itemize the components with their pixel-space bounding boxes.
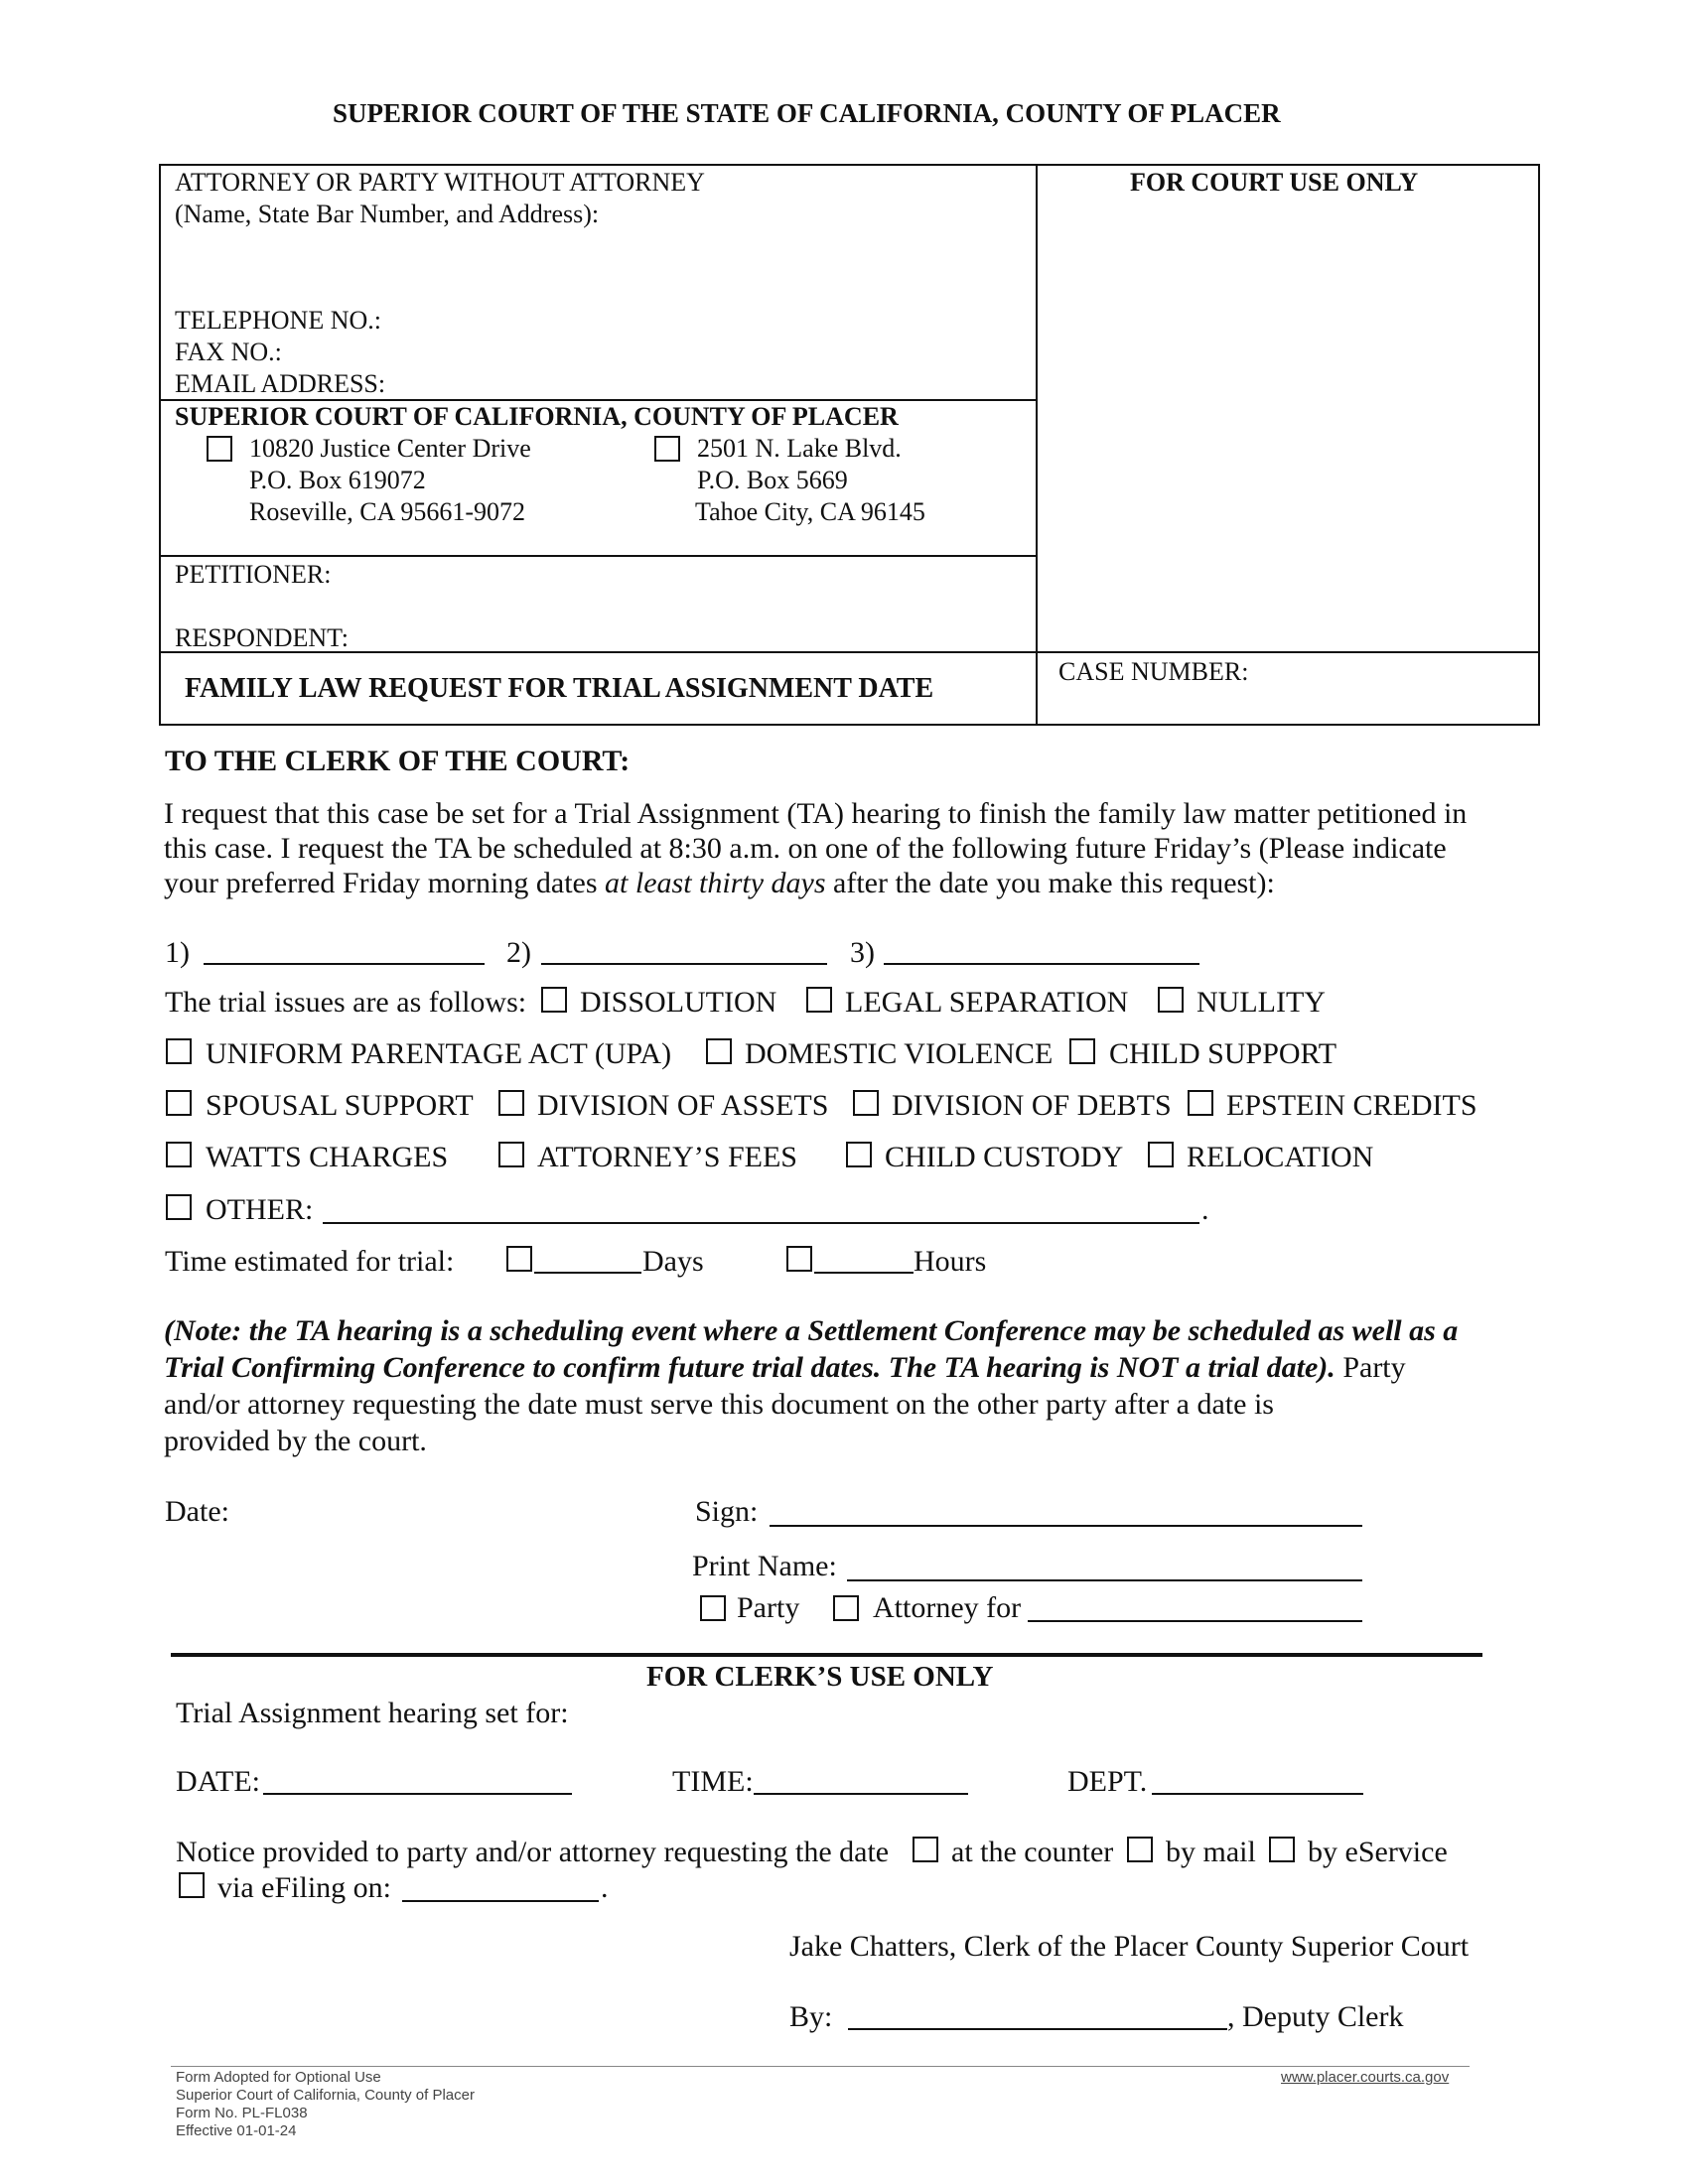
- date-label: Date:: [165, 1495, 229, 1528]
- legal-separation-label: LEGAL SEPARATION: [845, 986, 1129, 1019]
- location1-pobox: P.O. Box 619072: [249, 466, 426, 494]
- domestic-violence-checkbox[interactable]: [706, 1038, 732, 1064]
- upa-checkbox[interactable]: [166, 1038, 192, 1064]
- attorney-for-field[interactable]: [1028, 1620, 1362, 1622]
- location2-city: Tahoe City, CA 96145: [695, 497, 925, 526]
- date-choice-1-label: 1): [165, 936, 190, 969]
- attorney-fees-label: ATTORNEY’S FEES: [537, 1141, 797, 1173]
- date-choice-2-label: 2): [506, 936, 531, 969]
- clerk-name: Jake Chatters, Clerk of the Placer County Superior Court: [789, 1930, 1470, 1963]
- epstein-credits-label: EPSTEIN CREDITS: [1226, 1089, 1477, 1122]
- by-mail-checkbox[interactable]: [1127, 1837, 1153, 1862]
- deputy-signature-field[interactable]: [848, 2028, 1227, 2030]
- note-line-2-bold: Trial Confirming Conference to confirm future trial dates. The TA hearing is NOT a trial date).: [164, 1351, 1336, 1384]
- note-line-1: (Note: the TA hearing is a scheduling event where a Settlement Conference may be scheduled as well as a: [164, 1314, 1459, 1347]
- by-mail-label: by mail: [1166, 1836, 1256, 1868]
- spousal-support-checkbox[interactable]: [166, 1090, 192, 1116]
- location2-street: 2501 N. Lake Blvd.: [697, 434, 902, 463]
- clerk-time-label: TIME:: [672, 1765, 754, 1798]
- case-number-label: CASE NUMBER:: [1058, 657, 1249, 686]
- fax-label: FAX NO.:: [175, 338, 282, 366]
- other-period: .: [1201, 1193, 1209, 1226]
- location-tahoe-checkbox[interactable]: [654, 436, 680, 462]
- issues-label: The trial issues are as follows:: [165, 986, 527, 1019]
- date-choice-3-field[interactable]: [884, 963, 1199, 965]
- footer-line-2: Superior Court of California, County of Placer: [176, 2087, 475, 2104]
- caption-rule-1: [159, 399, 1036, 401]
- location1-street: 10820 Justice Center Drive: [249, 434, 531, 463]
- upa-label: UNIFORM PARENTAGE ACT (UPA): [206, 1037, 672, 1070]
- date-choice-1-field[interactable]: [204, 963, 485, 965]
- efiling-label: via eFiling on:: [217, 1871, 391, 1904]
- by-label: By:: [789, 2000, 833, 2033]
- division-debts-label: DIVISION OF DEBTS: [892, 1089, 1172, 1122]
- request-line-3: [164, 866, 1275, 900]
- deputy-comma: ,: [1227, 2000, 1235, 2033]
- footer-rule: [171, 2066, 1470, 2067]
- attorney-sub-label: (Name, State Bar Number, and Address):: [175, 200, 600, 228]
- clerk-date-field[interactable]: [263, 1793, 572, 1795]
- location1-city: Roseville, CA 95661-9072: [249, 497, 526, 526]
- date-choice-2-field[interactable]: [541, 963, 827, 965]
- epstein-credits-checkbox[interactable]: [1188, 1090, 1213, 1116]
- child-support-checkbox[interactable]: [1069, 1038, 1095, 1064]
- division-assets-label: DIVISION OF ASSETS: [537, 1089, 829, 1122]
- child-custody-checkbox[interactable]: [846, 1142, 872, 1167]
- location2-pobox: P.O. Box 5669: [697, 466, 848, 494]
- footer-line-1: Form Adopted for Optional Use: [176, 2069, 381, 2086]
- caption-divider: [1036, 164, 1038, 726]
- court-name: SUPERIOR COURT OF CALIFORNIA, COUNTY OF PLACER: [175, 402, 899, 431]
- spousal-support-label: SPOUSAL SUPPORT: [206, 1089, 474, 1122]
- child-custody-label: CHILD CUSTODY: [885, 1141, 1124, 1173]
- print-name-label: Print Name:: [692, 1550, 837, 1582]
- at-counter-label: at the counter: [951, 1836, 1114, 1868]
- party-label: Party: [737, 1591, 800, 1624]
- division-assets-checkbox[interactable]: [498, 1090, 524, 1116]
- dissolution-label: DISSOLUTION: [580, 986, 777, 1019]
- efiling-checkbox[interactable]: [179, 1872, 205, 1898]
- notice-label: Notice provided to party and/or attorney requesting the date: [176, 1836, 890, 1868]
- efiling-date-field[interactable]: [402, 1900, 599, 1902]
- caption-rule-3: [159, 651, 1540, 653]
- time-estimate-label: Time estimated for trial:: [165, 1245, 455, 1278]
- footer-line-3: Form No. PL-FL038: [176, 2105, 308, 2121]
- note-line-2: [164, 1350, 1406, 1385]
- days-label: Days: [642, 1245, 704, 1278]
- other-checkbox[interactable]: [166, 1194, 192, 1220]
- legal-separation-checkbox[interactable]: [806, 987, 832, 1013]
- hours-label: Hours: [914, 1245, 987, 1278]
- attorney-fees-checkbox[interactable]: [498, 1142, 524, 1167]
- watts-charges-label: WATTS CHARGES: [206, 1141, 449, 1173]
- nullity-checkbox[interactable]: [1158, 987, 1184, 1013]
- party-checkbox[interactable]: [700, 1595, 726, 1621]
- court-header: SUPERIOR COURT OF THE STATE OF CALIFORNIA, COUNTY OF PLACER: [333, 98, 1281, 128]
- request-line-1: I request that this case be set for a Trial Assignment (TA) hearing to finish the family law matter petitioned in: [164, 797, 1468, 830]
- court-use-only-label: FOR COURT USE ONLY: [1130, 168, 1419, 197]
- nullity-label: NULLITY: [1196, 986, 1326, 1019]
- hours-field[interactable]: [814, 1272, 914, 1274]
- form-title: FAMILY LAW REQUEST FOR TRIAL ASSIGNMENT DATE: [185, 673, 934, 704]
- other-field[interactable]: [323, 1222, 1199, 1224]
- clerk-date-label: DATE:: [176, 1765, 260, 1798]
- clerk-dept-field[interactable]: [1152, 1793, 1363, 1795]
- dissolution-checkbox[interactable]: [541, 987, 567, 1013]
- note-line-2-rest: Party: [1335, 1351, 1406, 1384]
- attorney-for-checkbox[interactable]: [833, 1595, 859, 1621]
- relocation-checkbox[interactable]: [1148, 1142, 1174, 1167]
- division-debts-checkbox[interactable]: [853, 1090, 879, 1116]
- by-eservice-checkbox[interactable]: [1269, 1837, 1295, 1862]
- petitioner-label: PETITIONER:: [175, 560, 332, 589]
- caption-rule-2: [159, 555, 1036, 557]
- footer-line-4: Effective 01-01-24: [176, 2122, 297, 2139]
- days-checkbox[interactable]: [506, 1246, 532, 1272]
- other-label: OTHER:: [206, 1193, 314, 1226]
- attorney-for-label: Attorney for: [873, 1591, 1022, 1624]
- watts-charges-checkbox[interactable]: [166, 1142, 192, 1167]
- clerk-time-field[interactable]: [754, 1793, 968, 1795]
- efiling-period: .: [601, 1871, 609, 1904]
- by-eservice-label: by eService: [1308, 1836, 1448, 1868]
- hours-checkbox[interactable]: [786, 1246, 812, 1272]
- clerk-section-rule: [171, 1653, 1482, 1657]
- relocation-label: RELOCATION: [1187, 1141, 1374, 1173]
- attorney-label: ATTORNEY OR PARTY WITHOUT ATTORNEY: [175, 168, 705, 197]
- at-counter-checkbox[interactable]: [913, 1837, 938, 1862]
- sign-label: Sign:: [695, 1495, 759, 1528]
- days-field[interactable]: [534, 1272, 641, 1274]
- deputy-clerk-label: Deputy Clerk: [1242, 2000, 1404, 2033]
- request-line-3-a: your preferred Friday morning dates: [164, 867, 606, 899]
- location-roseville-checkbox[interactable]: [207, 436, 232, 462]
- request-line-3-b: after the date you make this request):: [825, 867, 1275, 899]
- note-line-3: and/or attorney requesting the date must serve this document on the other party after a date is: [164, 1388, 1274, 1421]
- email-label: EMAIL ADDRESS:: [175, 369, 386, 398]
- domestic-violence-label: DOMESTIC VIOLENCE: [745, 1037, 1054, 1070]
- child-support-label: CHILD SUPPORT: [1109, 1037, 1337, 1070]
- clerk-dept-label: DEPT.: [1067, 1765, 1148, 1798]
- print-name-field[interactable]: [847, 1579, 1362, 1581]
- date-choice-3-label: 3): [850, 936, 875, 969]
- to-clerk-heading: TO THE CLERK OF THE COURT:: [165, 745, 631, 777]
- request-line-2: this case. I request the TA be scheduled at 8:30 a.m. on one of the following future Friday’s (Please indicate: [164, 832, 1447, 865]
- telephone-label: TELEPHONE NO.:: [175, 306, 381, 335]
- respondent-label: RESPONDENT:: [175, 623, 349, 652]
- request-line-3-italic: at least thirty days: [605, 867, 826, 899]
- clerk-use-only-heading: FOR CLERK’S USE ONLY: [646, 1661, 994, 1693]
- hearing-set-for-label: Trial Assignment hearing set for:: [176, 1697, 569, 1729]
- sign-field[interactable]: [770, 1525, 1362, 1527]
- footer-url-link[interactable]: www.placer.courts.ca.gov: [1281, 2069, 1450, 2086]
- note-line-4: provided by the court.: [164, 1425, 427, 1457]
